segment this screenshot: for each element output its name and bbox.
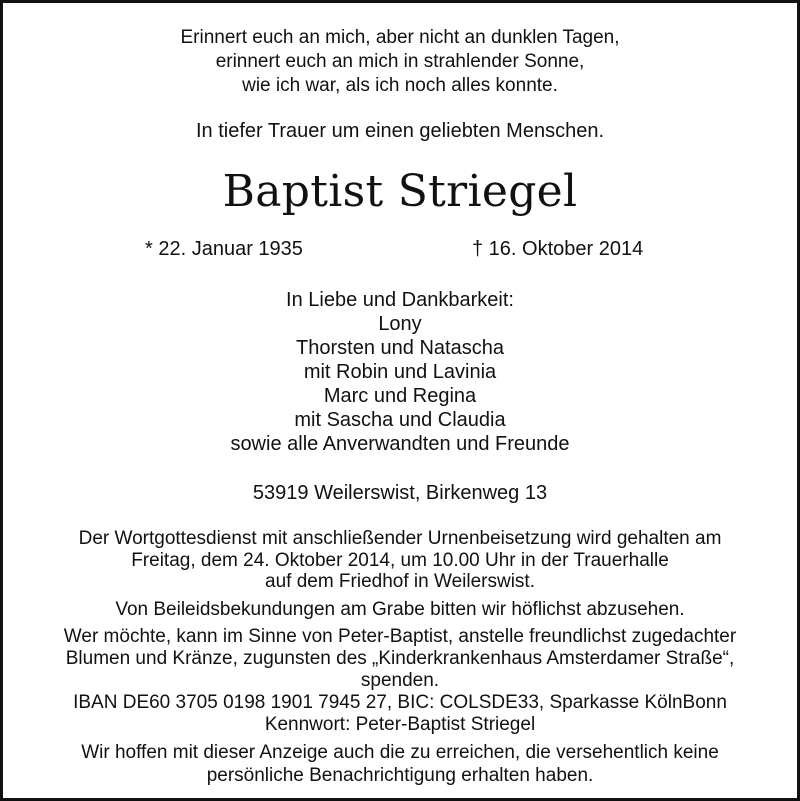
- mourner-entry: Marc und Regina: [323, 385, 477, 407]
- donation-keyword: Kennwort: Peter-Baptist Striegel: [264, 714, 536, 735]
- birth-date: * 22. Januar 1935: [145, 238, 303, 260]
- mourning-line: In tiefer Trauer um einen geliebten Menschen.: [195, 120, 605, 142]
- verse-line: wie ich war, als ich noch alles konnte.: [242, 75, 558, 96]
- closing-line: Wir hoffen mit dieser Anzeige auch die zu erreichen, die versehentlich keine: [81, 742, 719, 763]
- service-line: Der Wortgottesdienst mit anschließender Urnenbeisetzung wird gehalten am: [78, 528, 722, 549]
- mourner-entry: sowie alle Anverwandten und Freunde: [230, 433, 570, 455]
- mourner-entry: Lony: [378, 313, 422, 335]
- condolence-note: Von Beileidsbekundungen am Grabe bitten wir höflichst abzusehen.: [115, 599, 685, 620]
- memorial-verse: [3, 26, 797, 98]
- mourner-entry: mit Robin und Lavinia: [303, 361, 497, 383]
- donation-line: spenden.: [360, 670, 440, 691]
- service-line: auf dem Friedhof in Weilerswist.: [265, 571, 535, 592]
- funeral-service-info: [3, 528, 797, 593]
- mourner-entry: Thorsten und Natascha: [296, 337, 504, 359]
- mourner-entry: mit Sascha und Claudia: [294, 409, 506, 431]
- death-date: † 16. Oktober 2014: [472, 238, 644, 260]
- bank-details: IBAN DE60 3705 0198 1901 7945 27, BIC: COLSDE33, Sparkasse KölnBonn: [73, 692, 727, 713]
- closing-note: [3, 741, 797, 787]
- donation-info: [3, 626, 797, 736]
- mourners-heading: In Liebe und Dankbarkeit:: [286, 289, 514, 311]
- closing-line: persönliche Benachrichtigung erhalten haben.: [206, 765, 594, 786]
- verse-line: erinnert euch an mich in strahlender Sonne,: [215, 51, 585, 72]
- deceased-name: Baptist Striegel: [222, 166, 578, 217]
- verse-line: Erinnert euch an mich, aber nicht an dunklen Tagen,: [180, 27, 620, 48]
- donation-line: Wer möchte, kann im Sinne von Peter-Baptist, anstelle freundlichst zugedachter: [63, 626, 737, 647]
- service-line: Freitag, dem 24. Oktober 2014, um 10.00 Uhr in der Trauerhalle: [131, 549, 669, 571]
- donation-line: Blumen und Kränze, zugunsten des „Kinderkrankenhaus Amsterdamer Straße“,: [65, 648, 735, 669]
- mourners-list: [3, 288, 797, 456]
- family-address: 53919 Weilerswist, Birkenweg 13: [252, 482, 548, 504]
